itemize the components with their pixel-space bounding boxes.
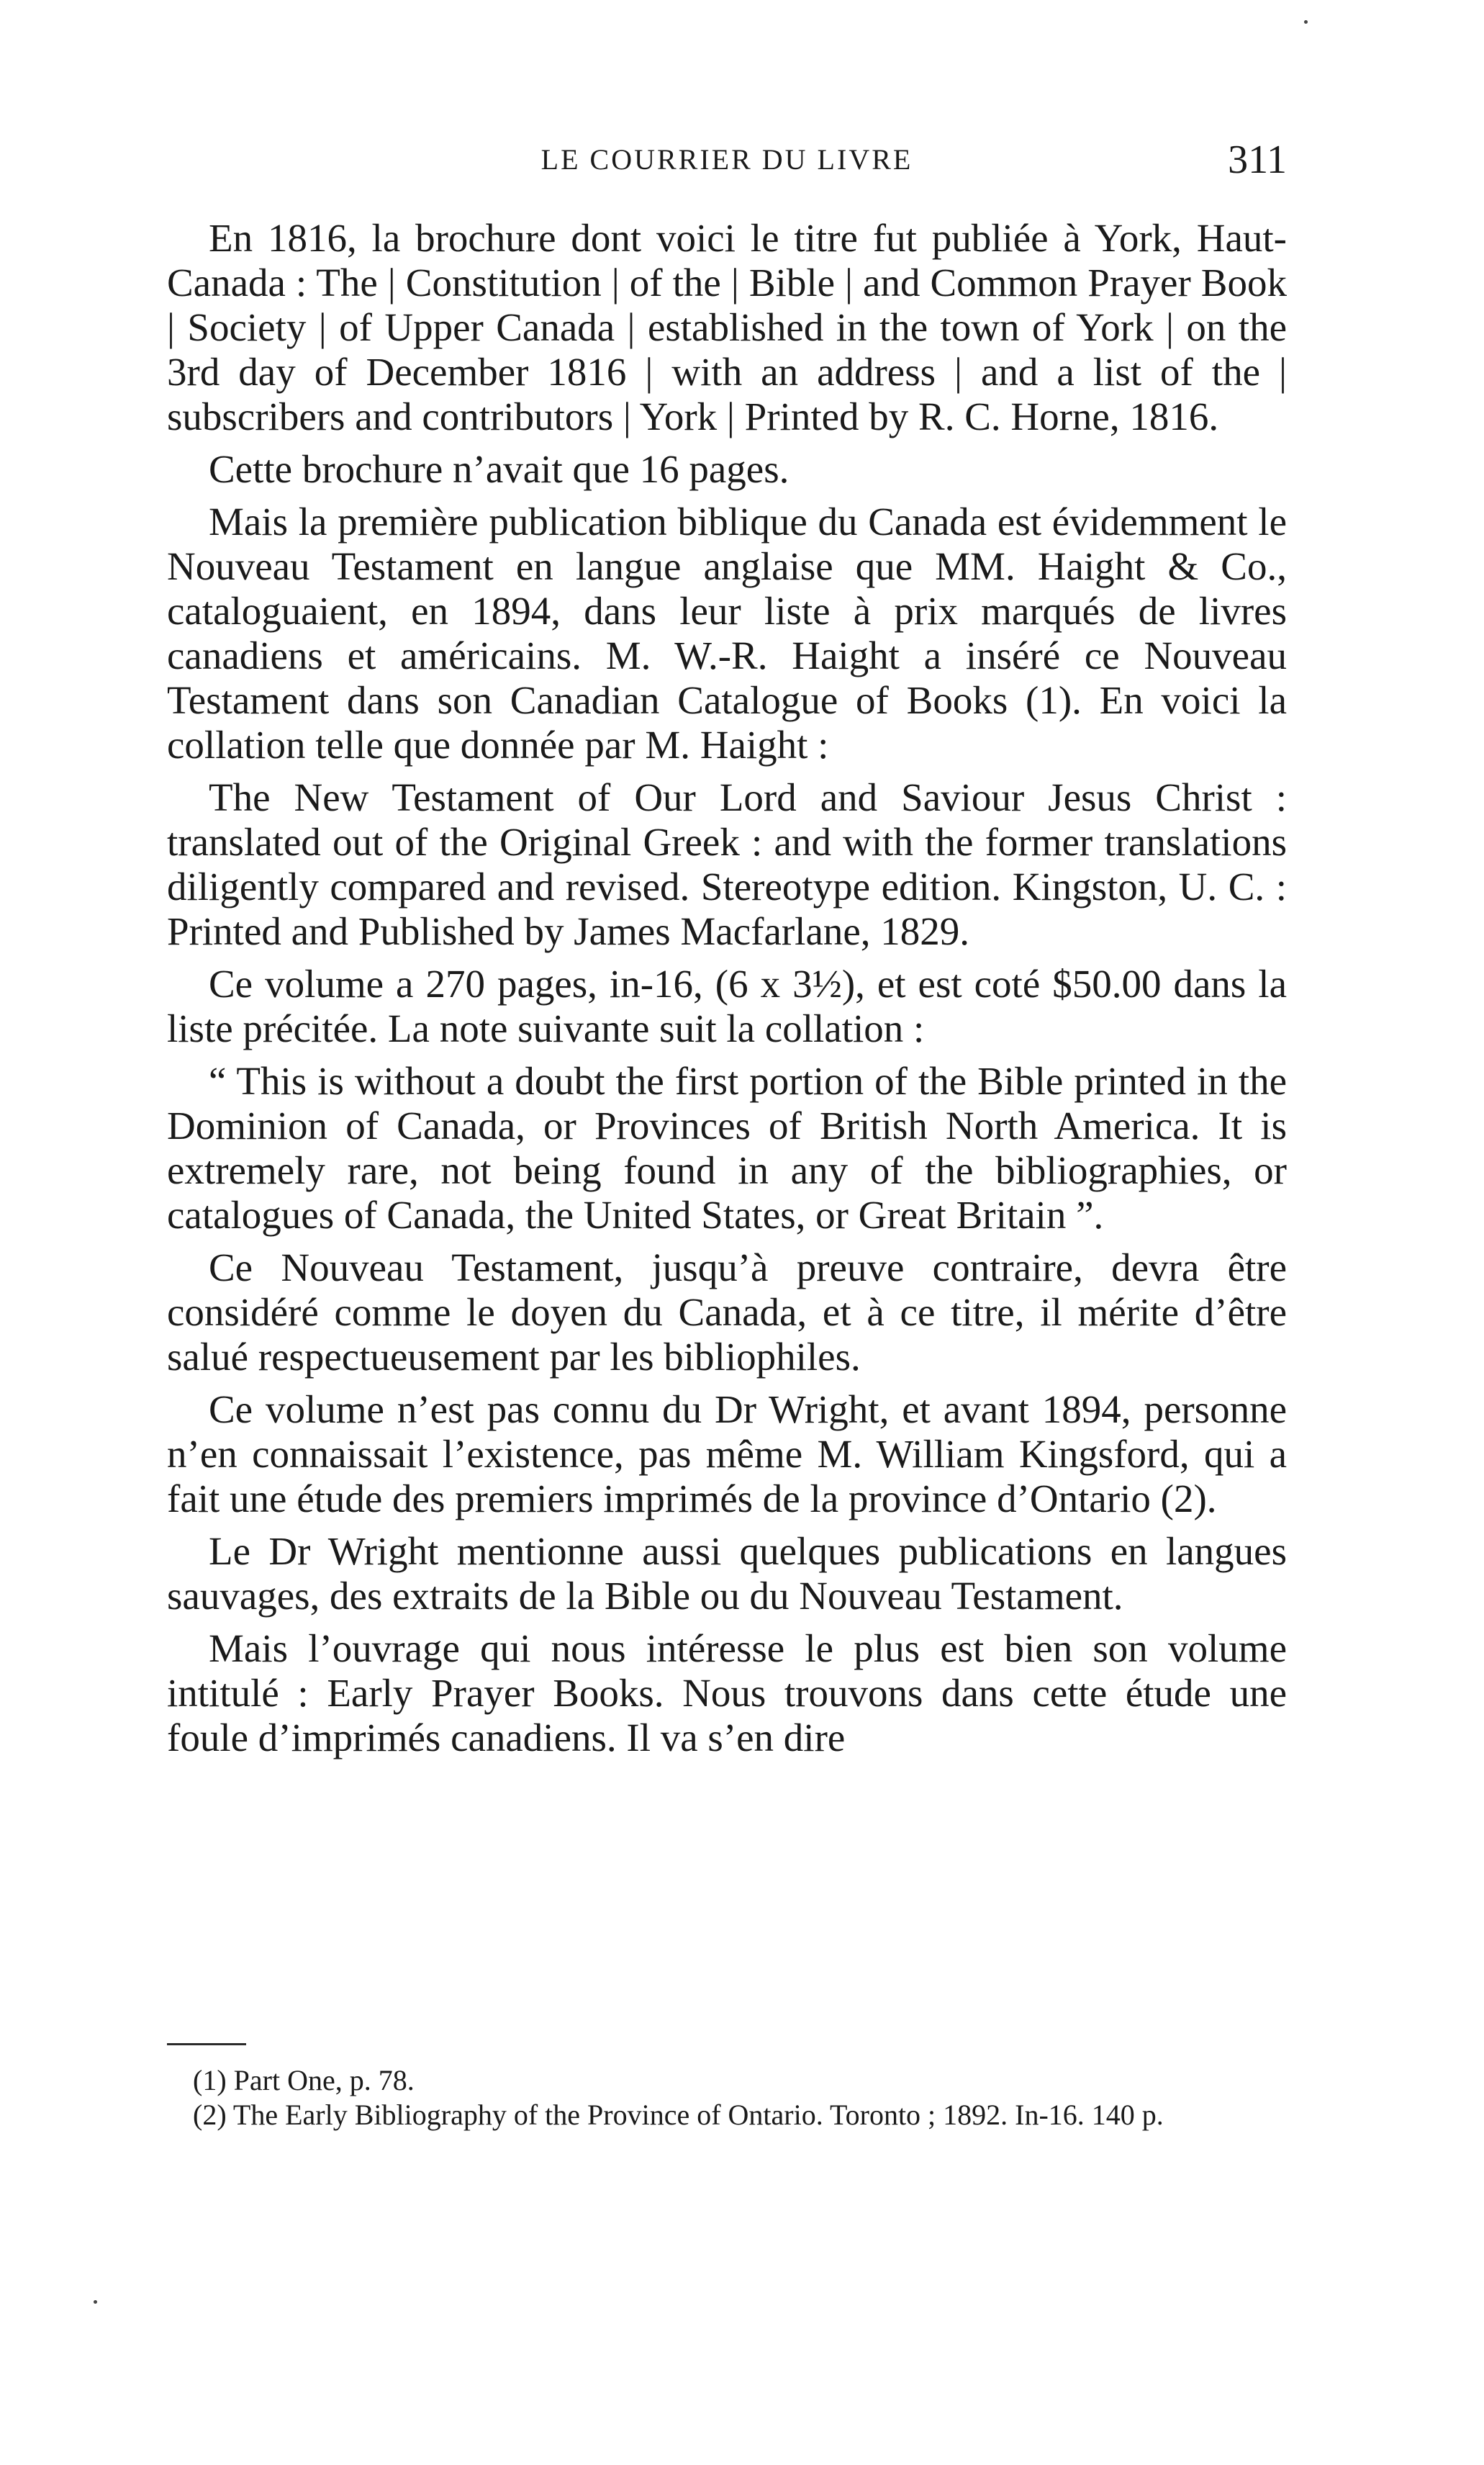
footnote-1: (1) Part One, p. 78. bbox=[193, 2064, 415, 2096]
paragraph-wright-unknown: Ce volume n’est pas connu du Dr Wright, et avant 1894, personne n’en connaissait l’existence, pas même M. William Kingsford, qui a fait une étude des premiers imprimés de la province d’Ontario (2). bbox=[167, 1387, 1287, 1520]
footnotes bbox=[167, 2063, 1287, 2132]
footnote-2: (2) The Early Bibliography of the Province of Ontario. Toronto ; 1892. In-16. 140 p. bbox=[193, 2099, 1164, 2131]
running-title: LE COURRIER DU LIVRE bbox=[540, 143, 913, 176]
paragraph-native-languages: Le Dr Wright mentionne aussi quelques publications en langues sauvages, des extraits de la Bible ou du Nouveau Testament. bbox=[167, 1529, 1287, 1618]
paragraph-new-testament-title: The New Testament of Our Lord and Saviour Jesus Christ : translated out of the Original Greek : and with the former translations diligently compared and revised. Stereotype edition. Kingston, U. C. : Printed and Published by James Macfarlane, 1829. bbox=[167, 775, 1287, 953]
paragraph-york-brochure: En 1816, la brochure dont voici le titre fut publiée à York, Haut-Canada : The | Constitution | of the | Bible | and Common Prayer Book | Society | of Upper Canada | established in the town of York | on the 3rd day of December 1816 | with an address | and a list of the | subscribers and contributors | York | Printed by R. C. Horne, 1816. bbox=[167, 216, 1287, 438]
footnote-divider bbox=[167, 2043, 246, 2045]
running-header bbox=[167, 137, 1287, 187]
main-text bbox=[167, 216, 1287, 1768]
paragraph-quoted-note: “ This is without a doubt the first portion of the Bible printed in the Dominion of Canada, or Provinces of British North America. It is extremely rare, not being found in any of the bibliographies, or catalogues of Canada, the United States, or Great Britain ”. bbox=[167, 1059, 1287, 1237]
paragraph-volume-description: Ce volume a 270 pages, in-16, (6 x 3½), et est coté $50.00 dans la liste précitée. La note suivante suit la collation : bbox=[167, 962, 1287, 1050]
page-number: 311 bbox=[1228, 138, 1287, 182]
paragraph-early-prayer-books: Mais l’ouvrage qui nous intéresse le plus est bien son volume intitulé : Early Prayer Books. Nous trouvons dans cette étude une foule d’imprimés canadiens. Il va s’en dire bbox=[167, 1626, 1287, 1759]
print-speck bbox=[94, 2300, 97, 2304]
print-speck bbox=[1304, 20, 1308, 24]
paragraph-first-biblical-publication: Mais la première publication biblique du Canada est évidemment le Nouveau Testament en langue anglaise que MM. Haight & Co., cataloguaient, en 1894, dans leur liste à prix marqués de livres canadiens et américains. M. W.-R. Haight a inséré ce Nouveau Testament dans son Canadian Catalogue of Books (1). En voici la collation telle que donnée par M. Haight : bbox=[167, 500, 1287, 767]
paragraph-brochure-pages: Cette brochure n’avait que 16 pages. bbox=[209, 447, 789, 491]
paragraph-doyen: Ce Nouveau Testament, jusqu’à preuve contraire, devra être considéré comme le doyen du Canada, et à ce titre, il mérite d’être salué respectueusement par les bibliophiles. bbox=[167, 1245, 1287, 1379]
